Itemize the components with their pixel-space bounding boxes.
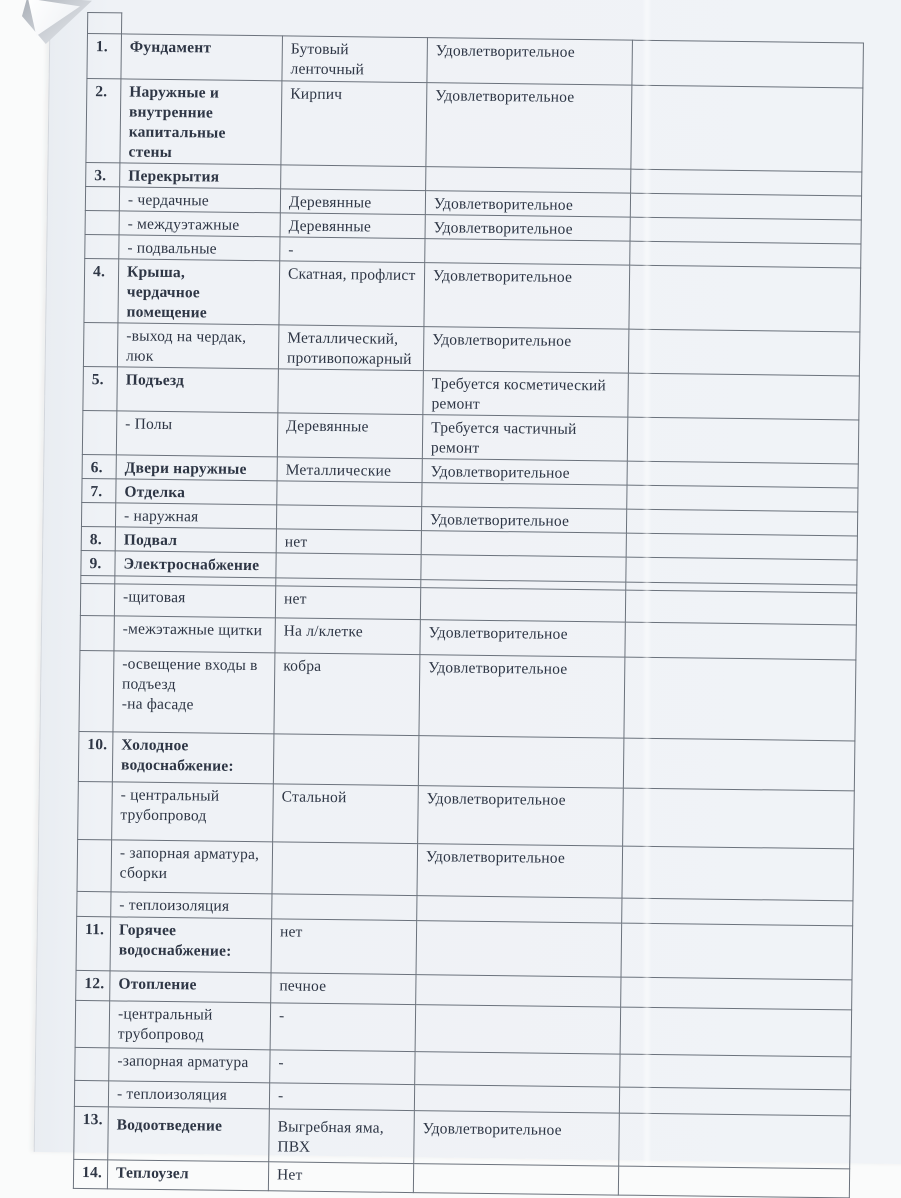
building-condition-table [73, 33, 864, 1198]
cell-condition [415, 1052, 620, 1088]
cell-material: нет [271, 919, 417, 975]
cell-note [626, 533, 857, 560]
cell-element: Наружные и внутренние капитальные стены [120, 79, 282, 165]
cell-note [625, 622, 856, 660]
cell-number [77, 891, 111, 916]
cell-element: Подвал [115, 527, 276, 553]
table-row [77, 839, 854, 900]
cell-condition: Удовлетворительное [422, 459, 627, 486]
cell-note [621, 923, 853, 980]
cell-material: - [270, 1050, 415, 1085]
cell-condition [418, 736, 624, 789]
cell-number [82, 410, 117, 454]
cell-number: 8. [81, 526, 115, 550]
cell-element: Фундамент [121, 34, 283, 81]
cell-note [630, 217, 861, 244]
cell-material: - [280, 237, 425, 263]
cell-material: кобра [274, 653, 420, 736]
cell-material: Кирпич [281, 81, 427, 167]
table-row [74, 1106, 851, 1168]
cell-number: 13. [74, 1106, 109, 1159]
cell-element: - подвальные [119, 235, 280, 261]
cell-note [626, 509, 857, 536]
cell-material: печное [271, 973, 416, 1005]
cell-note [627, 485, 858, 512]
cell-condition [415, 1005, 621, 1055]
cell-condition [425, 239, 630, 266]
cell-condition: Удовлетворительное [419, 655, 625, 738]
cell-number: 6. [82, 454, 116, 478]
cell-element: Электроснабжение [115, 551, 276, 578]
cell-material: нет [275, 586, 420, 620]
cell-material: Скатная, профлист [279, 261, 425, 327]
cell-material: На л/клетке [275, 618, 420, 655]
cell-condition: Удовлетворительное [423, 327, 629, 374]
cell-condition [414, 1085, 619, 1114]
cell-element: -запорная арматура [109, 1048, 270, 1083]
cell-note [630, 193, 861, 220]
cell-note [628, 329, 860, 376]
cell-number [80, 583, 114, 615]
cell-element: - центральный трубопровод [112, 782, 274, 842]
cell-condition: Удовлетворительное [414, 1111, 620, 1167]
cell-condition: Требуется частичный ремонт [422, 415, 628, 462]
cell-material [272, 894, 417, 921]
cell-number [74, 1080, 108, 1106]
cell-material: нет [276, 529, 421, 555]
cell-material [276, 553, 421, 580]
cell-element: -освещение входы в подъезд -на фасаде [113, 651, 275, 734]
cell-material [277, 481, 422, 507]
cell-condition [420, 588, 625, 623]
cell-element: -межэтажные щитки [114, 616, 275, 653]
cell-material: - [269, 1083, 414, 1111]
cell-condition [421, 531, 626, 558]
cell-element: - чердачные [119, 187, 280, 213]
cell-number [85, 186, 119, 210]
condition-table-wrap [73, 33, 864, 1198]
cell-condition: Удовлетворительное [425, 191, 630, 218]
cell-note [623, 788, 855, 849]
cell-note [621, 977, 852, 1010]
cell-material: Металлические [277, 457, 422, 483]
cell-condition [416, 975, 621, 1008]
cell-material: Деревянные [277, 413, 423, 459]
cell-note [623, 738, 855, 791]
cell-condition [426, 167, 631, 194]
cell-number: 2. [86, 79, 121, 163]
cell-element: Отделка [116, 479, 277, 505]
cell-number: 7. [82, 478, 116, 502]
cell-condition: Удовлетворительное [417, 844, 623, 899]
cell-number [81, 502, 115, 526]
cell-material: Бутовый ленточный [282, 36, 428, 83]
cell-note [622, 846, 854, 901]
cell-note [626, 557, 857, 585]
table-row [79, 650, 856, 740]
cell-number: 11. [76, 916, 111, 970]
cell-condition: Удовлетворительное [420, 620, 625, 658]
cell-material: - [270, 1003, 416, 1052]
cell-number: 5. [83, 366, 118, 410]
cell-condition [413, 1164, 618, 1196]
cell-element: Холодное водоснабжение: [112, 732, 274, 784]
cell-number [85, 210, 119, 234]
cell-material: Стальной [273, 784, 419, 844]
cell-note [624, 657, 856, 741]
cell-number: 9. [81, 550, 115, 575]
cell-number [83, 322, 118, 366]
cell-condition: Удовлетворительное [418, 786, 624, 847]
cell-number: 10. [78, 731, 113, 781]
cell-element: Теплоузел [107, 1160, 268, 1191]
cell-condition: Требуется косметический ремонт [423, 371, 629, 418]
cell-number [85, 234, 119, 258]
page-corner-fold [22, 0, 92, 44]
cell-condition: Удовлетворительное [425, 215, 630, 242]
cell-element: Отопление [110, 971, 271, 1003]
cell-element: Крыша, чердачное помещение [118, 259, 280, 325]
cell-condition: Удовлетворительное [424, 263, 630, 329]
cell-material [278, 369, 424, 415]
cell-element: -центральный трубопровод [109, 1001, 271, 1050]
cell-condition [422, 483, 627, 510]
cell-note [619, 1087, 850, 1116]
cell-number [75, 1000, 110, 1047]
cell-condition [421, 555, 626, 583]
table-row [78, 781, 855, 848]
cell-note [627, 417, 859, 464]
cell-element: - теплоизоляция [111, 892, 272, 919]
cell-material [272, 842, 418, 896]
cell-element: Водоотведение [108, 1107, 270, 1162]
cell-material: Выгребная яма, ПВХ [269, 1109, 415, 1164]
cell-note [619, 1113, 851, 1169]
cell-condition: Удовлетворительное [426, 83, 632, 169]
cell-material [276, 505, 421, 531]
cell-element: - теплоизоляция [108, 1081, 269, 1109]
cell-number [75, 1047, 109, 1080]
cell-number [79, 650, 114, 731]
cell-material: Деревянные [280, 189, 425, 215]
cell-element: Горячее водоснабжение: [110, 917, 272, 973]
cell-material: Металлический, противопожарный [278, 325, 424, 371]
cell-note [628, 373, 860, 420]
cell-condition [416, 921, 622, 978]
cell-material [273, 734, 419, 786]
cell-note [631, 85, 863, 172]
cell-element: Двери наружные [116, 455, 277, 481]
stub-cell [87, 12, 122, 34]
cell-element: -щитовая [114, 584, 275, 618]
cell-condition: Удовлетворительное [427, 38, 633, 86]
table-row [76, 916, 853, 979]
cell-number: 3. [86, 162, 120, 186]
table-row [86, 79, 863, 172]
cell-note [630, 241, 861, 268]
cell-number: 14. [73, 1159, 107, 1188]
cell-note [620, 1054, 851, 1090]
cell-element: Перекрытия [120, 163, 281, 189]
cell-material: Нет [268, 1162, 413, 1193]
cell-note [620, 1007, 852, 1057]
cell-note [625, 590, 856, 625]
cell-number: 4. [84, 258, 119, 322]
cell-note [618, 1166, 849, 1198]
cell-element: Подъезд [117, 367, 279, 413]
cell-number [77, 839, 112, 891]
cell-note [629, 265, 861, 332]
cell-element: - междуэтажные [119, 211, 280, 237]
cell-note [627, 461, 858, 488]
cell-element: - наружная [115, 503, 276, 529]
cell-number: 1. [87, 34, 122, 79]
cell-condition: Удовлетворительное [421, 507, 626, 534]
table-row [84, 258, 861, 331]
cell-number [80, 615, 114, 650]
cell-number [78, 781, 113, 839]
cell-note [631, 169, 862, 196]
cell-note [622, 898, 853, 926]
cell-element: -выход на чердак, люк [117, 323, 279, 369]
cell-number: 12. [76, 970, 110, 1000]
cell-element: - Полы [116, 411, 278, 457]
cell-note [632, 40, 864, 88]
cell-element: - запорная арматура, сборки [111, 840, 273, 894]
cell-material: Деревянные [280, 213, 425, 239]
cell-condition [417, 896, 622, 924]
cell-material [281, 165, 426, 191]
